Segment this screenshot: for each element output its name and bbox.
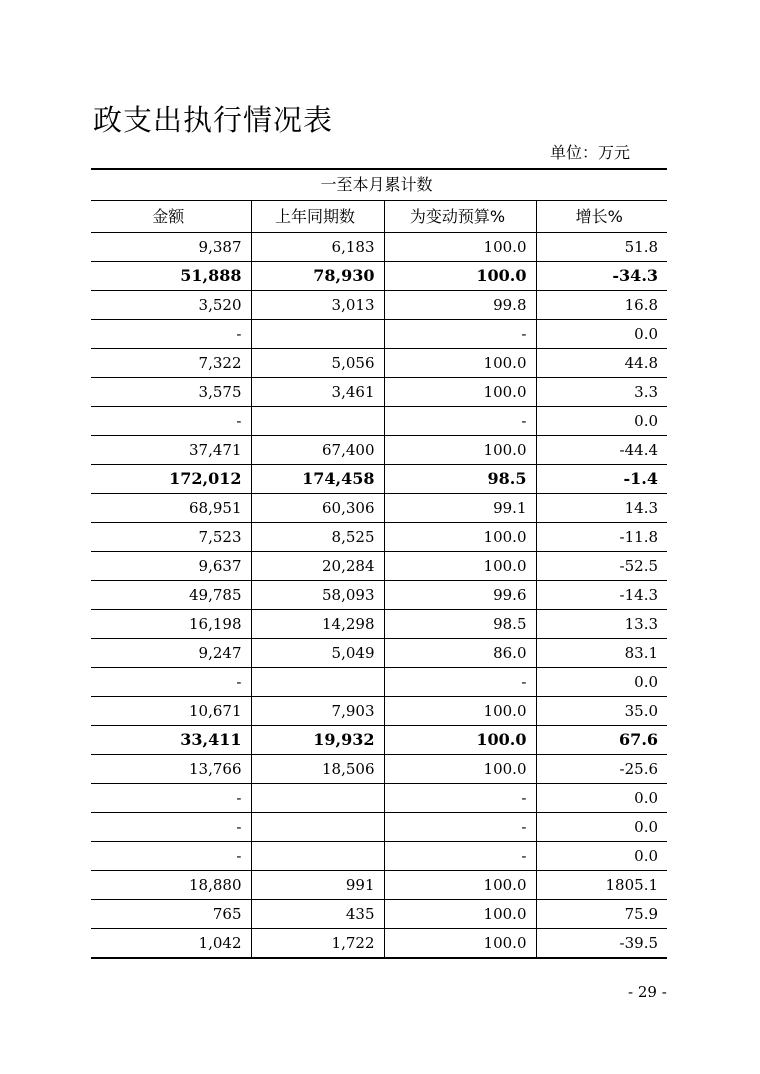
cell-budget-pct: 100.0 bbox=[384, 755, 536, 784]
cell-growth-pct: -14.3 bbox=[536, 581, 667, 610]
unit-label: 单位：万元 bbox=[550, 143, 631, 162]
table-row bbox=[91, 639, 667, 668]
cell-budget-pct: 100.0 bbox=[384, 929, 536, 959]
cell-prior-year: 60,306 bbox=[251, 494, 384, 523]
cell-prior-year: 435 bbox=[251, 900, 384, 929]
cell-budget-pct: 98.5 bbox=[384, 610, 536, 639]
cell-prior-year: 14,298 bbox=[251, 610, 384, 639]
cell-amount: - bbox=[91, 813, 251, 842]
page-number: - 29 - bbox=[628, 983, 667, 1001]
cell-budget-pct: - bbox=[384, 842, 536, 871]
table-row bbox=[91, 726, 667, 755]
cell-amount: - bbox=[91, 320, 251, 349]
cell-prior-year: 67,400 bbox=[251, 436, 384, 465]
cell-prior-year: 5,049 bbox=[251, 639, 384, 668]
table-row bbox=[91, 494, 667, 523]
cell-prior-year: 19,932 bbox=[251, 726, 384, 755]
group-header-cumulative: 一至本月累计数 bbox=[91, 169, 667, 201]
cell-budget-pct: 100.0 bbox=[384, 900, 536, 929]
cell-amount: 3,575 bbox=[91, 378, 251, 407]
cell-growth-pct: 51.8 bbox=[536, 233, 667, 262]
cell-amount: 18,880 bbox=[91, 871, 251, 900]
cell-growth-pct: -34.3 bbox=[536, 262, 667, 291]
table-row bbox=[91, 668, 667, 697]
cell-amount: - bbox=[91, 407, 251, 436]
table-row bbox=[91, 813, 667, 842]
cell-growth-pct: 0.0 bbox=[536, 784, 667, 813]
cell-growth-pct: 14.3 bbox=[536, 494, 667, 523]
cell-prior-year bbox=[251, 407, 384, 436]
cell-prior-year: 18,506 bbox=[251, 755, 384, 784]
cell-budget-pct: 100.0 bbox=[384, 871, 536, 900]
cell-growth-pct: 0.0 bbox=[536, 668, 667, 697]
cell-growth-pct: -11.8 bbox=[536, 523, 667, 552]
column-header-growth-pct: 增长% bbox=[536, 201, 667, 233]
group-header-row bbox=[91, 169, 667, 201]
cell-amount: 3,520 bbox=[91, 291, 251, 320]
cell-budget-pct: 100.0 bbox=[384, 349, 536, 378]
cell-growth-pct: -1.4 bbox=[536, 465, 667, 494]
cell-prior-year: 7,903 bbox=[251, 697, 384, 726]
cell-growth-pct: 0.0 bbox=[536, 320, 667, 349]
cell-amount: 7,322 bbox=[91, 349, 251, 378]
cell-budget-pct: 100.0 bbox=[384, 552, 536, 581]
cell-growth-pct: -44.4 bbox=[536, 436, 667, 465]
cell-prior-year: 20,284 bbox=[251, 552, 384, 581]
cell-budget-pct: 99.6 bbox=[384, 581, 536, 610]
cell-budget-pct: 100.0 bbox=[384, 697, 536, 726]
column-header-budget-pct: 为变动预算% bbox=[384, 201, 536, 233]
table-row bbox=[91, 349, 667, 378]
cell-amount: 13,766 bbox=[91, 755, 251, 784]
cell-prior-year: 8,525 bbox=[251, 523, 384, 552]
cell-growth-pct: 67.6 bbox=[536, 726, 667, 755]
table-row bbox=[91, 610, 667, 639]
cell-amount: 10,671 bbox=[91, 697, 251, 726]
cell-budget-pct: 99.8 bbox=[384, 291, 536, 320]
cell-growth-pct: 75.9 bbox=[536, 900, 667, 929]
cell-prior-year bbox=[251, 784, 384, 813]
cell-budget-pct: 100.0 bbox=[384, 436, 536, 465]
cell-amount: 7,523 bbox=[91, 523, 251, 552]
cell-growth-pct: -39.5 bbox=[536, 929, 667, 959]
table-row bbox=[91, 784, 667, 813]
table-row bbox=[91, 755, 667, 784]
column-header-row bbox=[91, 201, 667, 233]
cell-prior-year: 78,930 bbox=[251, 262, 384, 291]
cell-amount: 9,387 bbox=[91, 233, 251, 262]
table-row bbox=[91, 320, 667, 349]
cell-amount: 33,411 bbox=[91, 726, 251, 755]
cell-growth-pct: -25.6 bbox=[536, 755, 667, 784]
table-header bbox=[91, 169, 667, 233]
cell-prior-year: 3,461 bbox=[251, 378, 384, 407]
cell-prior-year: 5,056 bbox=[251, 349, 384, 378]
table-row bbox=[91, 929, 667, 959]
cell-budget-pct: 98.5 bbox=[384, 465, 536, 494]
cell-prior-year: 991 bbox=[251, 871, 384, 900]
cell-amount: 9,637 bbox=[91, 552, 251, 581]
cell-amount: 16,198 bbox=[91, 610, 251, 639]
cell-amount: 37,471 bbox=[91, 436, 251, 465]
table-row bbox=[91, 523, 667, 552]
table-row bbox=[91, 378, 667, 407]
cell-growth-pct: 16.8 bbox=[536, 291, 667, 320]
table-row bbox=[91, 291, 667, 320]
table-row bbox=[91, 407, 667, 436]
cell-amount: 1,042 bbox=[91, 929, 251, 959]
cell-growth-pct: 13.3 bbox=[536, 610, 667, 639]
cell-amount: 172,012 bbox=[91, 465, 251, 494]
cell-prior-year bbox=[251, 813, 384, 842]
cell-budget-pct: - bbox=[384, 784, 536, 813]
cell-budget-pct: 100.0 bbox=[384, 233, 536, 262]
cell-budget-pct: 100.0 bbox=[384, 726, 536, 755]
cell-budget-pct: 99.1 bbox=[384, 494, 536, 523]
cell-growth-pct: 83.1 bbox=[536, 639, 667, 668]
cell-budget-pct: 86.0 bbox=[384, 639, 536, 668]
table-row bbox=[91, 871, 667, 900]
cell-amount: - bbox=[91, 842, 251, 871]
table-row bbox=[91, 581, 667, 610]
page-title: 政支出执行情况表 bbox=[93, 103, 334, 137]
cell-prior-year bbox=[251, 320, 384, 349]
column-header-prior-year: 上年同期数 bbox=[251, 201, 384, 233]
cell-growth-pct: 35.0 bbox=[536, 697, 667, 726]
cell-budget-pct: 100.0 bbox=[384, 378, 536, 407]
table-row bbox=[91, 842, 667, 871]
cell-amount: 51,888 bbox=[91, 262, 251, 291]
table-row bbox=[91, 262, 667, 291]
cell-amount: 9,247 bbox=[91, 639, 251, 668]
table-row bbox=[91, 697, 667, 726]
cell-amount: 765 bbox=[91, 900, 251, 929]
cell-prior-year: 1,722 bbox=[251, 929, 384, 959]
cell-prior-year bbox=[251, 842, 384, 871]
cell-amount: - bbox=[91, 784, 251, 813]
cell-growth-pct: 0.0 bbox=[536, 842, 667, 871]
cell-budget-pct: 100.0 bbox=[384, 262, 536, 291]
cell-growth-pct: 1805.1 bbox=[536, 871, 667, 900]
cell-prior-year: 58,093 bbox=[251, 581, 384, 610]
cell-budget-pct: - bbox=[384, 668, 536, 697]
cell-amount: 68,951 bbox=[91, 494, 251, 523]
cell-prior-year: 6,183 bbox=[251, 233, 384, 262]
cell-amount: 49,785 bbox=[91, 581, 251, 610]
table-row bbox=[91, 552, 667, 581]
table-row bbox=[91, 900, 667, 929]
cell-growth-pct: 0.0 bbox=[536, 813, 667, 842]
cell-prior-year: 174,458 bbox=[251, 465, 384, 494]
table-body bbox=[91, 233, 667, 959]
table-row bbox=[91, 465, 667, 494]
cell-prior-year bbox=[251, 668, 384, 697]
table-row bbox=[91, 436, 667, 465]
column-header-amount: 金额 bbox=[91, 201, 251, 233]
cell-growth-pct: 0.0 bbox=[536, 407, 667, 436]
cell-prior-year: 3,013 bbox=[251, 291, 384, 320]
cell-budget-pct: - bbox=[384, 320, 536, 349]
cell-amount: - bbox=[91, 668, 251, 697]
cell-budget-pct: - bbox=[384, 813, 536, 842]
expenditure-table bbox=[91, 168, 667, 959]
cell-growth-pct: 44.8 bbox=[536, 349, 667, 378]
cell-growth-pct: -52.5 bbox=[536, 552, 667, 581]
cell-growth-pct: 3.3 bbox=[536, 378, 667, 407]
cell-budget-pct: - bbox=[384, 407, 536, 436]
table-row bbox=[91, 233, 667, 262]
cell-budget-pct: 100.0 bbox=[384, 523, 536, 552]
